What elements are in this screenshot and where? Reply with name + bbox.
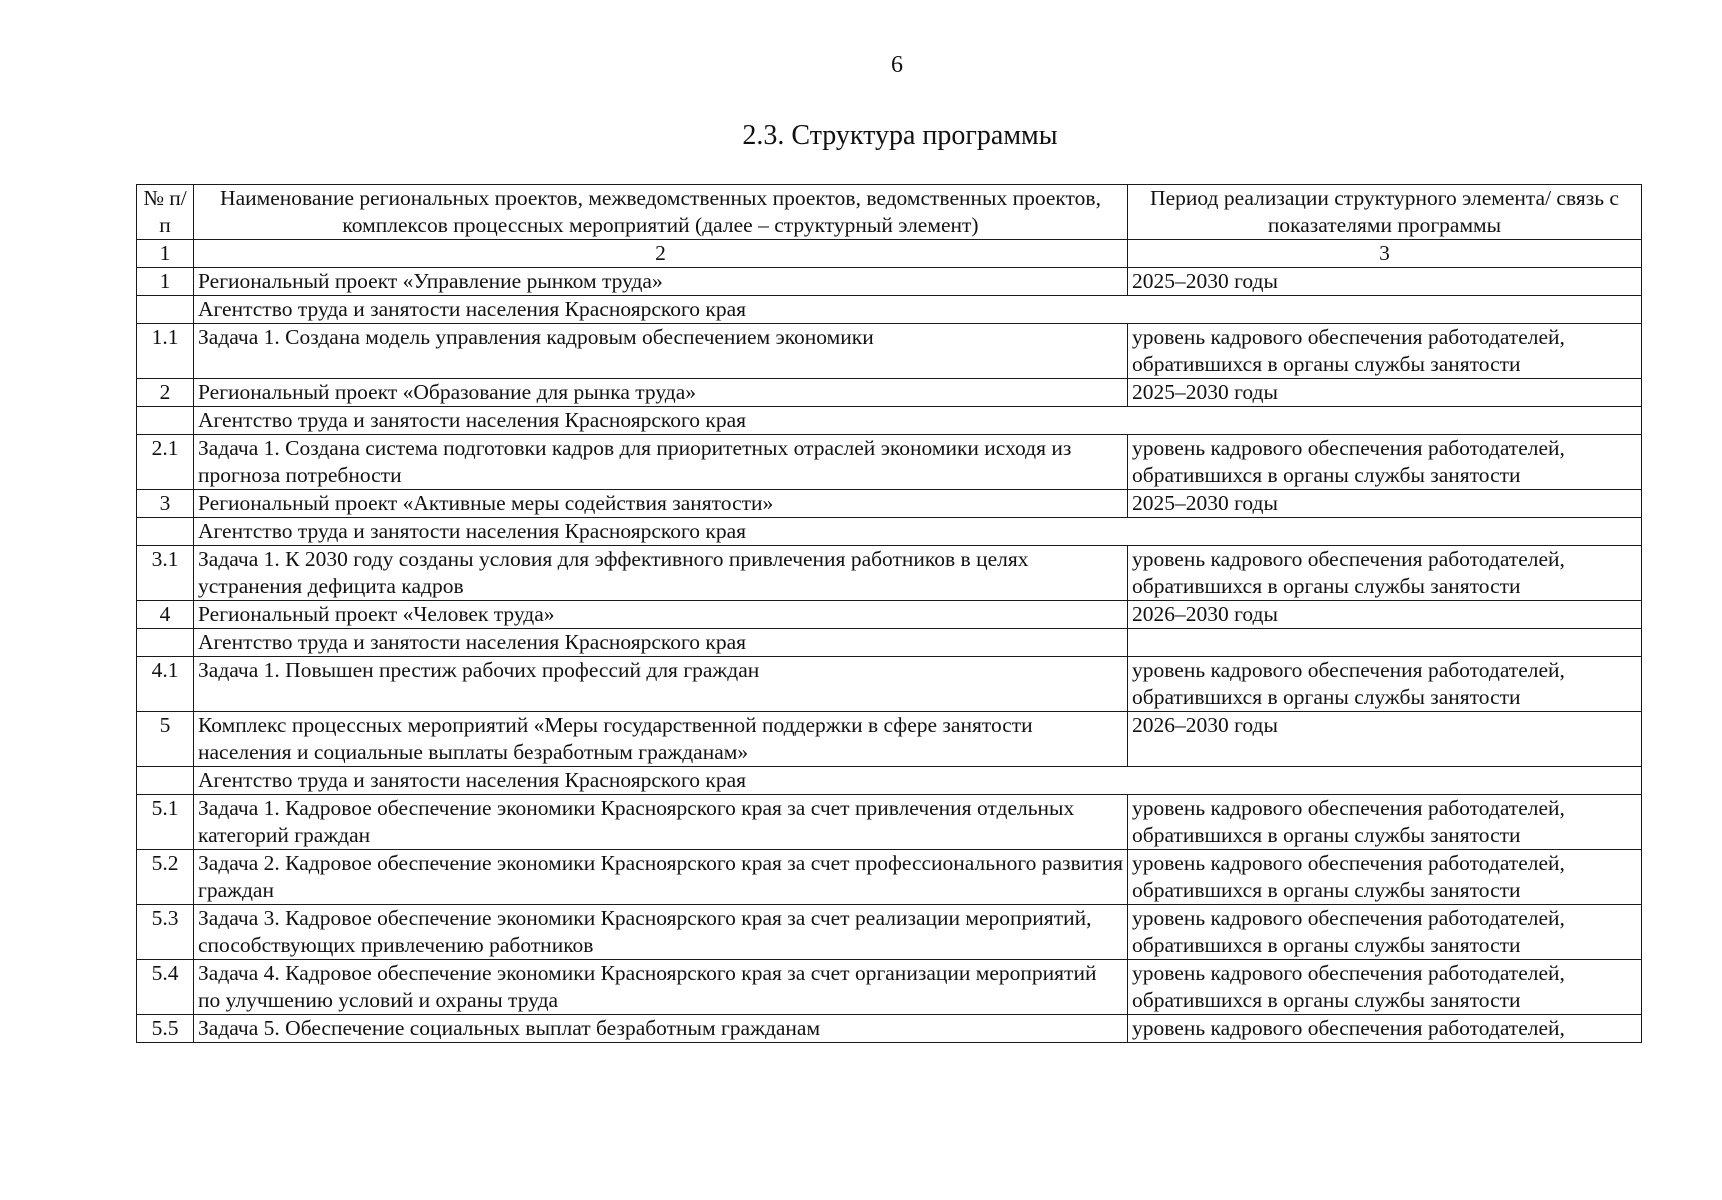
column-number-3: 3 <box>1128 240 1642 268</box>
row-number: 4 <box>137 601 194 629</box>
task-name: Задача 2. Кадровое обеспечение экономики Красноярского края за счет профессионального развития граждан <box>194 850 1128 905</box>
task-name: Задача 1. К 2030 году созданы условия для эффективного привлечения работников в целях устранения дефицита кадров <box>194 546 1128 601</box>
table-row <box>137 629 1642 657</box>
indicator-link: уровень кадрового обеспечения работодателей, обратившихся в органы службы занятости <box>1128 546 1642 601</box>
row-number <box>137 767 194 795</box>
implementation-period: 2026–2030 годы <box>1128 712 1642 767</box>
indicator-link: уровень кадрового обеспечения работодателей, обратившихся в органы службы занятости <box>1128 657 1642 712</box>
row-number <box>137 296 194 324</box>
task-name: Задача 3. Кадровое обеспечение экономики Красноярского края за счет реализации мероприятий, способствующих привлечению работников <box>194 905 1128 960</box>
task-name: Задача 1. Кадровое обеспечение экономики Красноярского края за счет привлечения отдельных категорий граждан <box>194 795 1128 850</box>
indicator-link: уровень кадрового обеспечения работодателей, <box>1128 1015 1642 1043</box>
row-number: 3 <box>137 490 194 518</box>
header-name: Наименование региональных проектов, межведомственных проектов, ведомственных проектов, комплексов процессных мероприятий (далее – структурный элемент) <box>194 185 1128 240</box>
column-number-2: 2 <box>194 240 1128 268</box>
row-number <box>137 407 194 435</box>
row-number: 5 <box>137 712 194 767</box>
table-row <box>137 712 1642 767</box>
table-row <box>137 905 1642 960</box>
section-title: 2.3. Структура программы <box>742 120 1058 151</box>
task-name: Задача 5. Обеспечение социальных выплат безработным гражданам <box>194 1015 1128 1043</box>
agency-name: Агентство труда и занятости населения Красноярского края <box>194 407 1642 435</box>
implementation-period <box>1128 629 1642 657</box>
table-row <box>137 407 1642 435</box>
table-row <box>137 850 1642 905</box>
row-number <box>137 629 194 657</box>
row-number: 2 <box>137 379 194 407</box>
task-name: Задача 1. Создана модель управления кадровым обеспечением экономики <box>194 324 1128 379</box>
column-number-row <box>137 240 1642 268</box>
implementation-period: 2025–2030 годы <box>1128 268 1642 296</box>
task-name: Задача 1. Повышен престиж рабочих профессий для граждан <box>194 657 1128 712</box>
indicator-link: уровень кадрового обеспечения работодателей, обратившихся в органы службы занятости <box>1128 435 1642 490</box>
row-number: 2.1 <box>137 435 194 490</box>
table-row <box>137 490 1642 518</box>
agency-name: Агентство труда и занятости населения Красноярского края <box>194 767 1642 795</box>
row-number: 5.2 <box>137 850 194 905</box>
project-name: Региональный проект «Активные меры содействия занятости» <box>194 490 1128 518</box>
row-number: 5.1 <box>137 795 194 850</box>
row-number: 3.1 <box>137 546 194 601</box>
agency-name: Агентство труда и занятости населения Красноярского края <box>194 629 1128 657</box>
indicator-link: уровень кадрового обеспечения работодателей, обратившихся в органы службы занятости <box>1128 960 1642 1015</box>
program-structure-table <box>136 184 1642 1043</box>
row-number: 4.1 <box>137 657 194 712</box>
header-period: Период реализации структурного элемента/ связь с показателями программы <box>1128 185 1642 240</box>
agency-name: Агентство труда и занятости населения Красноярского края <box>194 518 1642 546</box>
row-number: 5.4 <box>137 960 194 1015</box>
implementation-period: 2026–2030 годы <box>1128 601 1642 629</box>
table-row <box>137 601 1642 629</box>
task-name: Задача 1. Создана система подготовки кадров для приоритетных отраслей экономики исходя из прогноза потребности <box>194 435 1128 490</box>
table-row <box>137 795 1642 850</box>
row-number: 5.3 <box>137 905 194 960</box>
indicator-link: уровень кадрового обеспечения работодателей, обратившихся в органы службы занятости <box>1128 850 1642 905</box>
table-row <box>137 657 1642 712</box>
project-name: Комплекс процессных мероприятий «Меры государственной поддержки в сфере занятости населения и социальные выплаты безработным гражданам» <box>194 712 1128 767</box>
row-number: 5.5 <box>137 1015 194 1043</box>
table-row <box>137 960 1642 1015</box>
row-number: 1 <box>137 268 194 296</box>
task-name: Задача 4. Кадровое обеспечение экономики Красноярского края за счет организации мероприятий по улучшению условий и охраны труда <box>194 960 1128 1015</box>
table-header-row <box>137 185 1642 240</box>
indicator-link: уровень кадрового обеспечения работодателей, обратившихся в органы службы занятости <box>1128 795 1642 850</box>
table-row <box>137 324 1642 379</box>
project-name: Региональный проект «Управление рынком труда» <box>194 268 1128 296</box>
project-name: Региональный проект «Человек труда» <box>194 601 1128 629</box>
project-name: Региональный проект «Образование для рынка труда» <box>194 379 1128 407</box>
table-row <box>137 268 1642 296</box>
table-row <box>137 518 1642 546</box>
table-row <box>137 379 1642 407</box>
header-num: № п/п <box>137 185 194 240</box>
table-row <box>137 1015 1642 1043</box>
row-number: 1.1 <box>137 324 194 379</box>
agency-name: Агентство труда и занятости населения Красноярского края <box>194 296 1642 324</box>
page-number: 6 <box>891 52 903 78</box>
table-row <box>137 546 1642 601</box>
indicator-link: уровень кадрового обеспечения работодателей, обратившихся в органы службы занятости <box>1128 905 1642 960</box>
column-number-1: 1 <box>137 240 194 268</box>
row-number <box>137 518 194 546</box>
table-row <box>137 296 1642 324</box>
table-row <box>137 435 1642 490</box>
implementation-period: 2025–2030 годы <box>1128 490 1642 518</box>
table-row <box>137 767 1642 795</box>
indicator-link: уровень кадрового обеспечения работодателей, обратившихся в органы службы занятости <box>1128 324 1642 379</box>
implementation-period: 2025–2030 годы <box>1128 379 1642 407</box>
